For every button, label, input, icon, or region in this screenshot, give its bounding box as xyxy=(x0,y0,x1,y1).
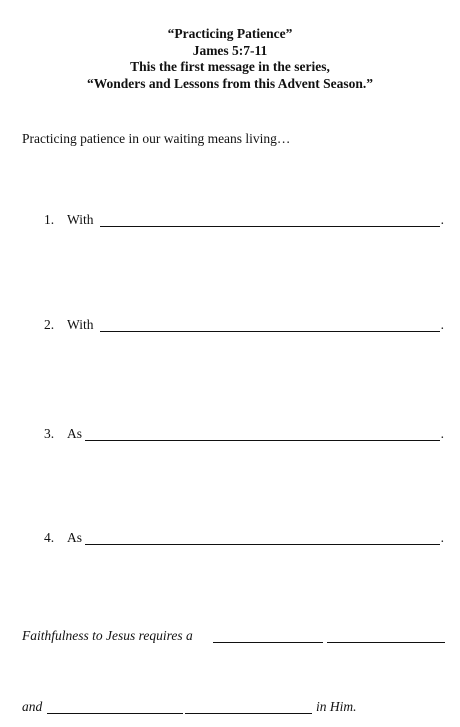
point-end: . xyxy=(440,212,444,227)
point-lead-word: As xyxy=(67,530,83,545)
scripture-reference: James 5:7-11 xyxy=(192,42,268,58)
answer-blank[interactable] xyxy=(213,642,323,643)
point-number: 3. xyxy=(44,426,55,441)
conclusion-line-2 xyxy=(22,699,446,717)
point-lead-word: With xyxy=(67,317,94,332)
conclusion-start: and xyxy=(22,699,43,714)
point-number: 4. xyxy=(44,530,55,545)
conclusion-text: Faithfulness to Jesus requires a xyxy=(22,628,193,643)
answer-blank[interactable] xyxy=(100,331,440,332)
series-name: “Wonders and Lessons from this Advent Season.” xyxy=(87,75,373,91)
sermon-header xyxy=(0,26,460,92)
answer-blank[interactable] xyxy=(327,642,445,643)
point-end: . xyxy=(440,530,444,545)
answer-blank[interactable] xyxy=(47,713,183,714)
point-end: . xyxy=(440,317,444,332)
fill-in-point-4 xyxy=(44,530,444,548)
answer-blank[interactable] xyxy=(100,226,440,227)
intro-statement: Practicing patience in our waiting means living… xyxy=(22,131,291,146)
conclusion-line-1 xyxy=(22,628,446,646)
fill-in-point-1 xyxy=(44,212,444,230)
point-lead-word: As xyxy=(67,426,83,441)
point-end: . xyxy=(440,426,444,441)
series-line: This the first message in the series, xyxy=(130,59,330,74)
conclusion-end: in Him. xyxy=(316,699,357,714)
point-lead-word: With xyxy=(67,212,94,227)
point-number: 2. xyxy=(44,317,55,332)
point-number: 1. xyxy=(44,212,55,227)
sermon-title: “Practicing Patience” xyxy=(167,26,293,41)
answer-blank[interactable] xyxy=(85,544,440,545)
answer-blank[interactable] xyxy=(185,713,312,714)
answer-blank[interactable] xyxy=(85,440,440,441)
fill-in-point-3 xyxy=(44,426,444,444)
fill-in-point-2 xyxy=(44,317,444,335)
